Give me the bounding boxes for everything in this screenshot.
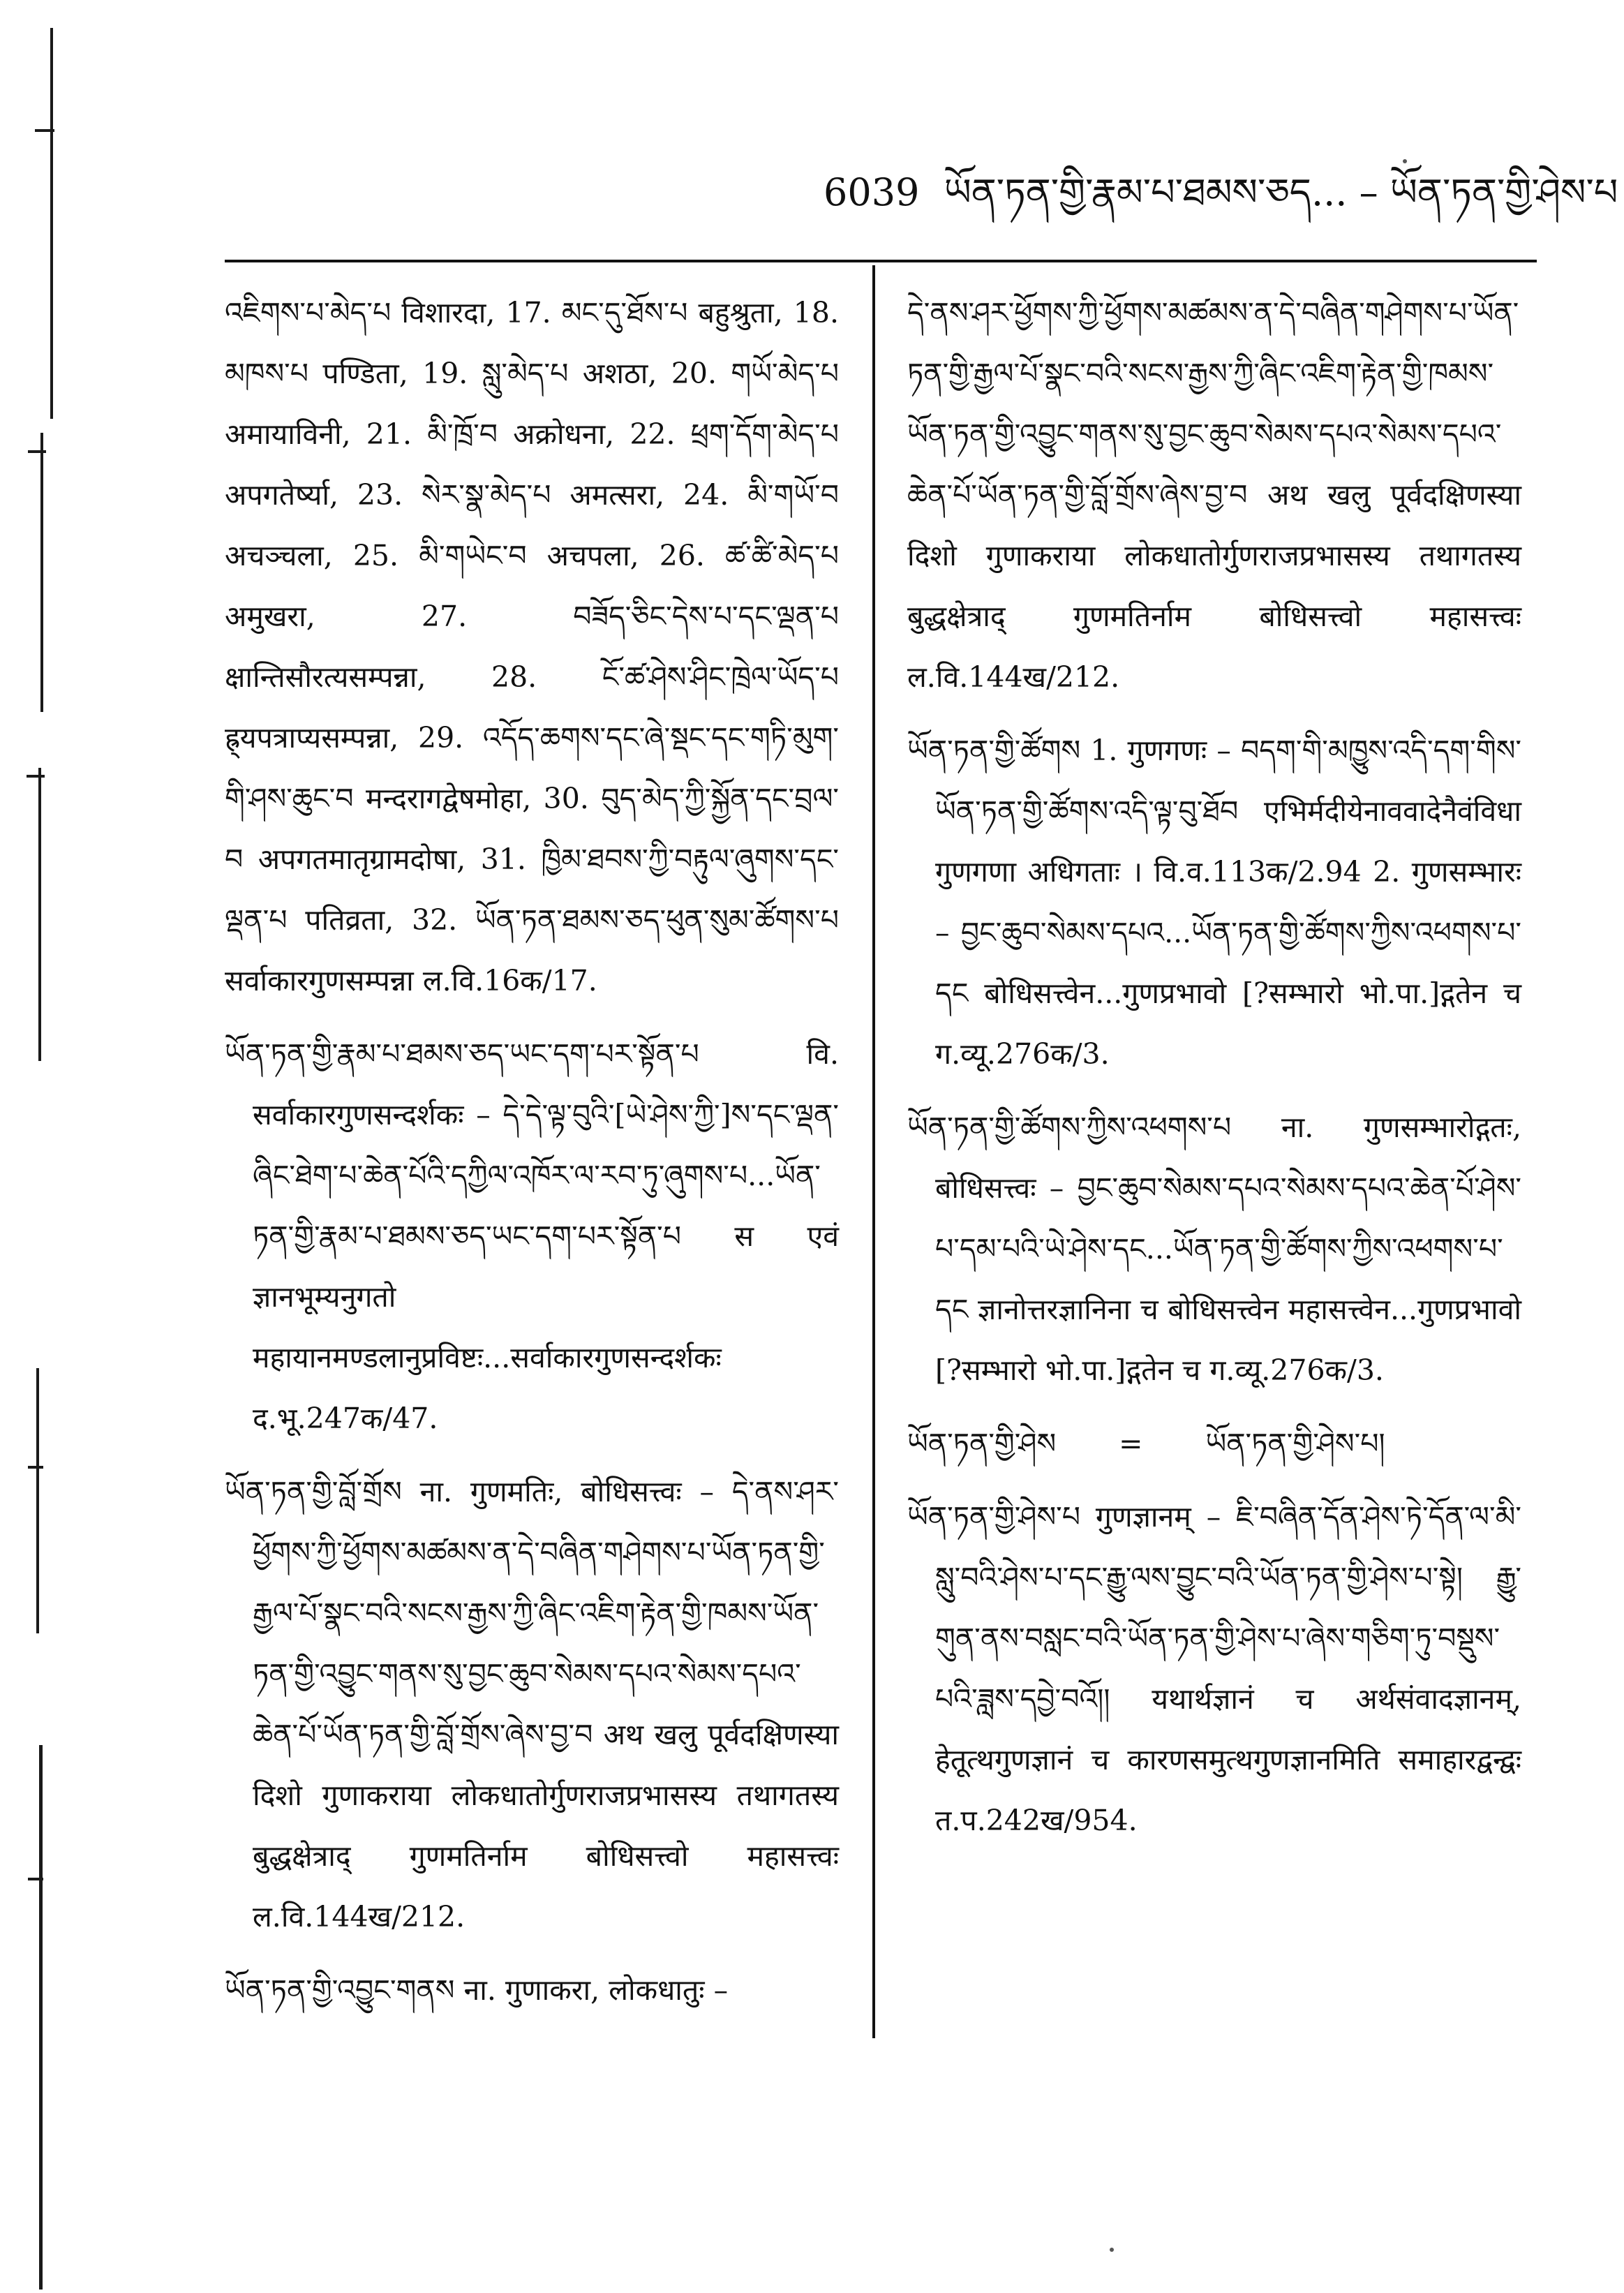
scan-edge — [0, 0, 77, 2293]
dictionary-entry: ཡོན་ཏན་གྱི་ཚོགས་ཀྱིས་འཕགས་པ ना. गुणसम्भारोद्गतः, बोधिसत्त्वः – བྱང་ཆུབ་སེམས་དཔའ་སེམས་དཔའ་ཆེན་པོ་ཤེས་པ་དམ་པའི་ཡེ་ཤེས་དང...ཡོན་ཏན་གྱི་ཚོགས་ཀྱིས་འཕགས་པ་དང ज्ञानोत्तरज्ञानिना च बोधिसत्त्वेन महासत्त्वेन...गुणप्रभावो [?सम्भारो भो.पा.]द्गतेन च ग.व्यू.276क/3. — [907, 1111, 1521, 1387]
page-header — [824, 150, 1618, 214]
cross-reference-entry — [907, 1413, 1521, 1474]
page-number: 6039 — [824, 170, 920, 214]
header-rule — [225, 260, 1537, 262]
dictionary-entry: ཡོན་ཏན་གྱི་ཤེས་པ गुणज्ञानम् – ཇི་བཞིན་དོན་ཤེས་ཏེ་དོན་ལ་མི་སླུ་བའི་ཤེས་པ་དང་རྒྱུ་ལས་བྱུང་བའི་ཡོན་ཏན་གྱི་ཤེས་པ་སྟེ། རྒྱུ་གུན་ནས་བསླང་བའི་ཡོན་ཏན་གྱི་ཤེས་པ་ཞེས་གཅིག་ཏུ་བསྡུས་པའི་ཟླས་དབྱེ་བའོ།། यथार्थज्ञानं च अर्थसंवादज्ञानम्, हेतूत्थगुणज्ञानं च कारणसमुत्थगुणज्ञानमिति समाहारद्वन्द्वः त.प.242ख/954. — [907, 1500, 1521, 1837]
dictionary-entry: ཡོན་ཏན་གྱི་འབྱུང་གནས ना. गुणाकरा, लोकधातुः – — [225, 1973, 729, 2007]
dictionary-entry: འཇིགས་པ་མེད་པ विशारदा, 17. མང་དུ་ཐོས་པ बहुश्रुता, 18. མཁས་པ पण्डिता, 19. སླུ་མེད་པ अशठा, 20. གཡོ་མེད་པ अमायाविनी, 21. མི་ཁྲོ་བ अक्रोधना, 22. ཕྲག་དོག་མེད་པ अपगतेर्ष्या, 23. སེར་སྣ་མེད་པ अमत्सरा, 24. མི་གཡོ་བ अचञ्चला, 25. མི་གཡེང་བ अचपला, 26. ཚ་ཚི་མེད་པ अमुखरा, 27. བཟོད་ཅིང་དེས་པ་དང་ལྡན་པ क्षान्तिसौरत्यसम्पन्ना, 28. ངོ་ཚ་ཤེས་ཤིང་ཁྲེལ་ཡོད་པ ह्र्यपत्राप्यसम्पन्ना, 29. འདོད་ཆགས་དང་ཞེ་སྡང་དང་གཏི་མུག་གི་ཤས་ཆུང་བ मन्दरागद्वेषमोहा, 30. བུད་མེད་ཀྱི་སྐྱོན་དང་བྲལ་བ अपगतमातृग्रामदोषा, 31. ཁྱིམ་ཐབས་ཀྱི་བརྟུལ་ཞུགས་དང་ལྡན་པ पतिव्रता, 32. ཡོན་ཏན་ཐམས་ཅད་ཕུན་སུམ་ཚོགས་པ सर्वाकारगुणसम्पन्ना ल.वि.16क/17. — [225, 296, 839, 997]
cross-reference-target: ཡོན་ཏན་གྱི་ཤེས་པ། — [1205, 1427, 1385, 1460]
dictionary-entry: ཡོན་ཏན་གྱི་ཚོགས 1. गुणगणः – བདག་གི་མཁྱུས་འདི་དག་གིས་ཡོན་ཏན་གྱི་ཚོགས་འདི་ལྟ་བུ་ཐོབ एभिर्मदीयेनाववादेनैवंविधा गुणगणा अधिगताः । वि.व.113क/2.94 2. गुणसम्भारः – བྱང་ཆུབ་སེམས་དཔའ...ཡོན་ཏན་གྱི་ཚོགས་ཀྱིས་འཕགས་པ་དང बोधिसत्त्वेन...गुणप्रभावो [?सम्भारो भो.पा.]द्गतेन च ग.व्यू.276क/3. — [907, 734, 1521, 1071]
dictionary-entry: ཡོན་ཏན་གྱི་བློ་གྲོས ना. गुणमतिः, बोधिसत्त्वः – དེ་ནས་ཤར་ཕྱོགས་ཀྱི་ཕྱོགས་མཚམས་ན་དེ་བཞིན་གཤེགས་པ་ཡོན་ཏན་གྱི་རྒྱལ་པོ་སྣང་བའི་སངས་རྒྱས་ཀྱི་ཞིང་འཇིག་རྟེན་གྱི་ཁམས་ཡོན་ཏན་གྱི་འབྱུང་གནས་སུ་བྱང་ཆུབ་སེམས་དཔའ་སེམས་དཔའ་ཆེན་པོ་ཡོན་ཏན་གྱི་བློ་གྲོས་ཞེས་བྱ་བ अथ खलु पूर्वदक्षिणस्या दिशो गुणाकराया लोकधातोर्गुणराजप्रभासस्य तथागतस्य बुद्धक्षेत्राद् गुणमतिर्नाम बोधिसत्त्वो महासत्त्वः ल.वि.144ख/212. — [225, 1475, 839, 1934]
dictionary-entry: དེ་ནས་ཤར་ཕྱོགས་ཀྱི་ཕྱོགས་མཚམས་ན་དེ་བཞིན་གཤེགས་པ་ཡོན་ཏན་གྱི་རྒྱལ་པོ་སྣང་བའི་སངས་རྒྱས་ཀྱི་ཞིང་འཇིག་རྟེན་གྱི་ཁམས་ཡོན་ཏན་གྱི་འབྱུང་གནས་སུ་བྱང་ཆུབ་སེམས་དཔའ་སེམས་དཔའ་ཆེན་པོ་ཡོན་ཏན་གྱི་བློ་གྲོས་ཞེས་བྱ་བ अथ खलु पूर्वदक्षिणस्या दिशो गुणाकराया लोकधातोर्गुणराजप्रभासस्य तथागतस्य बुद्धक्षेत्राद् गुणमतिर्नाम बोधिसत्त्वो महासत्त्वः ल.वि.144ख/212. — [907, 296, 1521, 694]
scan-speck — [1403, 159, 1407, 163]
dictionary-entry: ཡོན་ཏན་གྱི་རྣམ་པ་ཐམས་ཅད་ཡང་དག་པར་སྟོན་པ वि. सर्वाकारगुणसन्दर्शकः – དེ་དེ་ལྟ་བུའི་[ཡེ་ཤེས་ཀྱི་]ས་དང་ལྡན་ཞིང་ཐེག་པ་ཆེན་པོའི་དཀྱིལ་འཁོར་ལ་རབ་ཏུ་ཞུགས་པ...ཡོན་ཏན་གྱི་རྣམ་པ་ཐམས་ཅད་ཡང་དག་པར་སྟོན་པ स एवं ज्ञानभूम्यनुगतो महायानमण्डलानुप्रविष्टः...सर्वाकारगुणसन्दर्शकः द.भू.247क/47. — [225, 1037, 839, 1435]
running-title: ཡོན་ཏན་གྱི་རྣམ་པ་ཐམས་ཅད... – ཡོན་ཏན་གྱི་ཤེས་པ — [944, 170, 1618, 214]
left-column — [225, 283, 839, 2033]
column-divider — [872, 265, 875, 2038]
right-column — [907, 283, 1521, 1864]
cross-reference-term: ཡོན་ཏན་གྱི་ཤེས — [907, 1427, 1057, 1460]
equals-sign: = — [1119, 1427, 1143, 1460]
scan-speck — [1110, 2248, 1114, 2252]
